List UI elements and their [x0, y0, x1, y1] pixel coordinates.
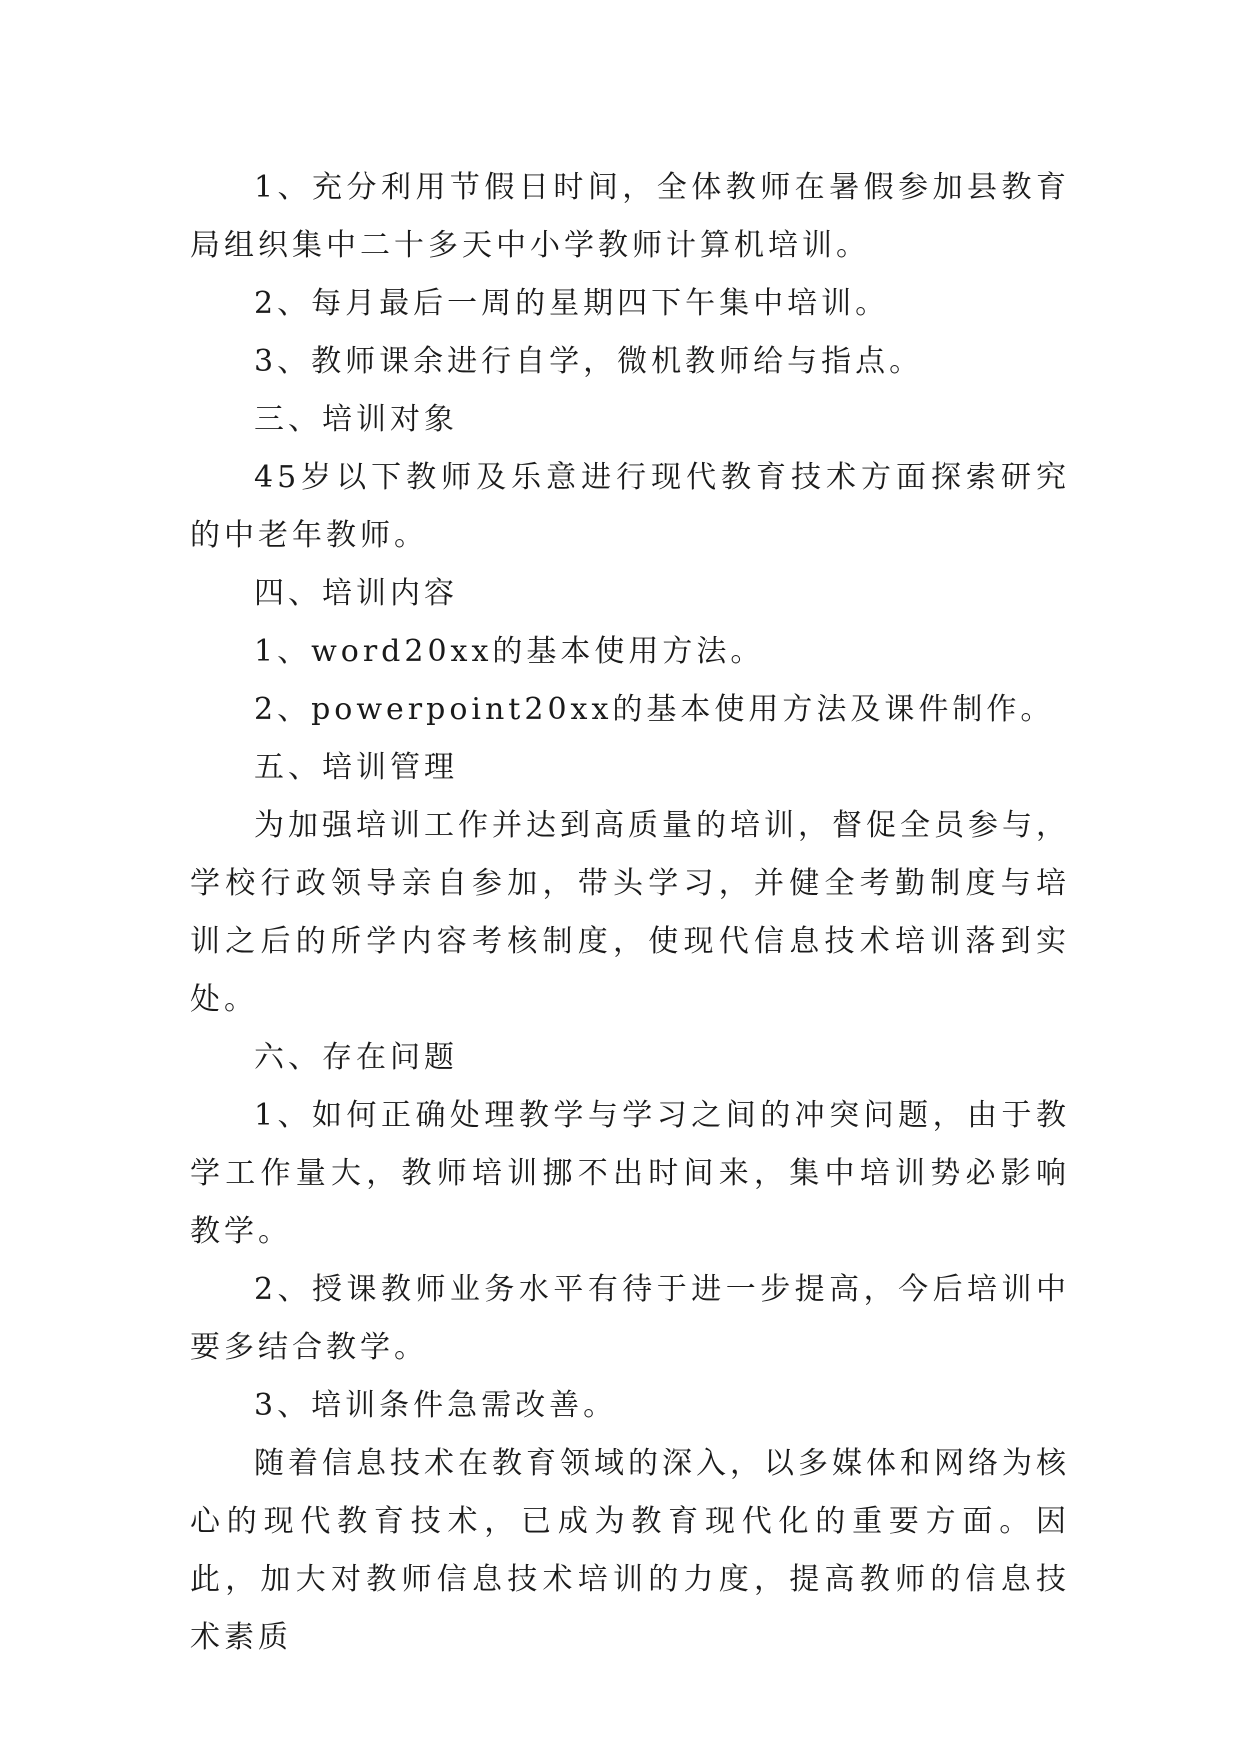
paragraph-problem-3: 3、培训条件急需改善。: [254, 1388, 618, 1423]
section-heading-existing-problems: 六、存在问题: [254, 1040, 458, 1075]
section-heading-training-management: 五、培训管理: [254, 750, 458, 785]
paragraph-conclusion: 随着信息技术在教育领域的深入，以多媒体和网络为核心的现代教育技术，已成为教育现代化的重要方面。因此，加大对教师信息技术培训的力度，提高教师的信息技术素质: [190, 1446, 1070, 1655]
paragraph-training-management: 为加强培训工作并达到高质量的培训，督促全员参与，学校行政领导亲自参加，带头学习，并健全考勤制度与培训之后的所学内容考核制度，使现代信息技术培训落到实处。: [190, 808, 1070, 1017]
paragraph-problem-1: 1、如何正确处理教学与学习之间的冲突问题，由于教学工作量大，教师培训挪不出时间来，集中培训势必影响教学。: [190, 1098, 1070, 1249]
paragraph-training-method-2: 2、每月最后一周的星期四下午集中培训。: [254, 286, 890, 321]
section-heading-training-targets: 三、培训对象: [254, 402, 458, 437]
section-heading-training-content: 四、培训内容: [254, 576, 458, 611]
paragraph-content-word: 1、word20xx的基本使用方法。: [254, 634, 765, 669]
paragraph-problem-2: 2、授课教师业务水平有待于进一步提高，今后培训中要多结合教学。: [190, 1272, 1070, 1365]
document-body: [190, 159, 1070, 1667]
paragraph-content-powerpoint: 2、powerpoint20xx的基本使用方法及课件制作。: [254, 692, 1055, 727]
paragraph-training-method-3: 3、教师课余进行自学，微机教师给与指点。: [254, 344, 924, 379]
paragraph-training-method-1: 1、充分利用节假日时间，全体教师在暑假参加县教育局组织集中二十多天中小学教师计算机培训。: [190, 170, 1070, 263]
paragraph-training-targets: 45岁以下教师及乐意进行现代教育技术方面探索研究的中老年教师。: [190, 460, 1070, 553]
